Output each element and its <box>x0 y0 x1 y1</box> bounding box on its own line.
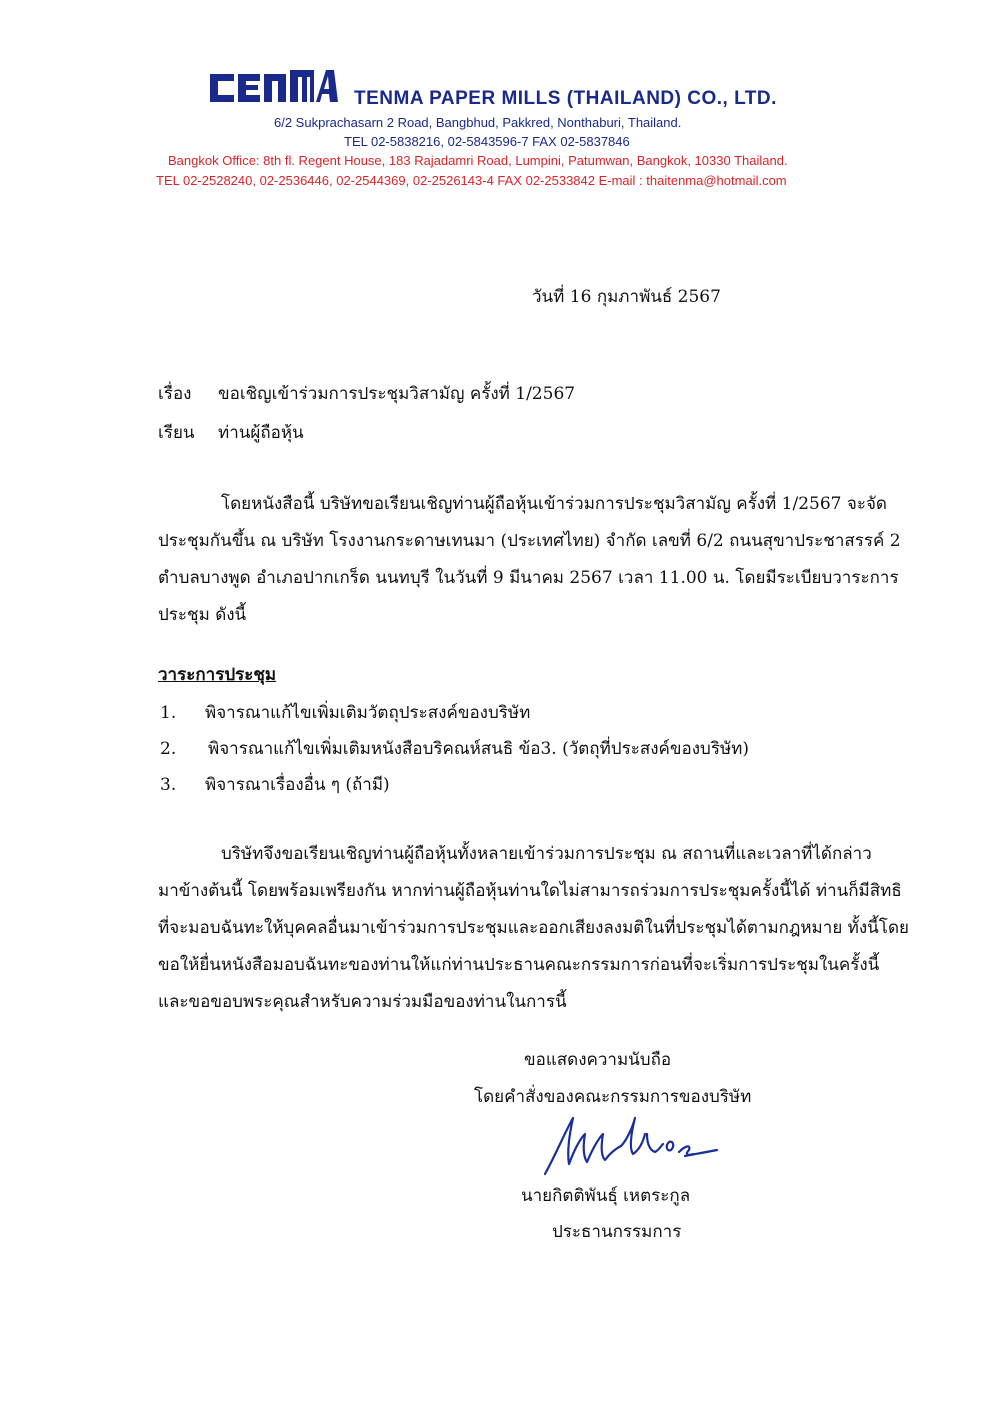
by-order-text: โดยคำสั่งของคณะกรรมการของบริษัท <box>474 1087 752 1107</box>
closing-line: และขอขอบพระคุณสำหรับความร่วมมือของท่านในการนี้ <box>158 992 567 1012</box>
factory-phone: TEL 02-5838216, 02-5843596-7 FAX 02-5837846 <box>344 134 630 149</box>
letter-date: วันที่ 16 กุมภาพันธ์ 2567 <box>532 287 721 307</box>
closing-line: ขอให้ยื่นหนังสือมอบฉันทะของท่านให้แก่ท่านประธานคณะกรรมการก่อนที่จะเริ่มการประชุมในครั้งนี้ <box>158 955 880 975</box>
agenda-item-text: พิจารณาแก้ไขเพิ่มเติมวัตถุประสงค์ของบริษัท <box>205 703 531 723</box>
closing-line: บริษัทจึงขอเรียนเชิญท่านผู้ถือหุ้นทั้งหลายเข้าร่วมการประชุม ณ สถานที่และเวลาที่ได้กล่าว <box>221 844 872 864</box>
agenda-item-text: พิจารณาแก้ไขเพิ่มเติมหนังสือบริคณห์สนธิ ข้อ3. (วัตถุที่ประสงค์ของบริษัท) <box>208 739 749 759</box>
agenda-item-number: 3. <box>160 775 177 795</box>
company-logo <box>210 70 338 106</box>
bangkok-office-contact: TEL 02-2528240, 02-2536446, 02-2544369, 02-2526143-4 FAX 02-2533842 E-mail : thaitenma@hotmail.com <box>156 173 787 188</box>
handwritten-signature <box>535 1112 725 1182</box>
agenda-item-number: 1. <box>160 703 177 723</box>
closing-line: ที่จะมอบฉันทะให้บุคคลอื่นมาเข้าร่วมการประชุมและออกเสียงลงมติในที่ประชุมได้ตามกฎหมาย ทั้งนี้โดย <box>158 918 909 938</box>
intro-line: ประชุม ดังนี้ <box>158 605 247 625</box>
recipient-label: เรียน <box>158 423 195 443</box>
agenda-item-text: พิจารณาเรื่องอื่น ๆ (ถ้ามี) <box>205 775 390 795</box>
recipient-text: ท่านผู้ถือหุ้น <box>218 423 304 443</box>
intro-line: ประชุมกันขึ้น ณ บริษัท โรงงานกระดาษเทนมา (ประเทศไทย) จำกัด เลขที่ 6/2 ถนนสุขาประชาสรรค์ 2 <box>158 531 901 551</box>
agenda-heading: วาระการประชุม <box>158 665 277 685</box>
signer-name: นายกิตติพันธุ์ เหตระกูล <box>521 1186 691 1206</box>
intro-line: ตำบลบางพูด อำเภอปากเกร็ด นนทบุรี ในวันที่ 9 มีนาคม 2567 เวลา 11.00 น. โดยมีระเบียบวาระการ <box>158 568 899 588</box>
signer-title: ประธานกรรมการ <box>552 1222 682 1242</box>
closing-line: มาข้างต้นนี้ โดยพร้อมเพรียงกัน หากท่านผู้ถือหุ้นท่านใดไม่สามารถร่วมการประชุมครั้งนี้ได้ ท่านก็มีสิทธิ <box>158 881 902 901</box>
bangkok-office-address: Bangkok Office: 8th fl. Regent House, 183 Rajadamri Road, Lumpini, Patumwan, Bangkok, 10330 Thailand. <box>168 153 788 168</box>
factory-address: 6/2 Sukprachasarn 2 Road, Bangbhud, Pakkred, Nonthaburi, Thailand. <box>274 115 682 130</box>
company-name: TENMA PAPER MILLS (THAILAND) CO., LTD. <box>354 88 777 109</box>
agenda-item-number: 2. <box>160 739 177 759</box>
subject-text: ขอเชิญเข้าร่วมการประชุมวิสามัญ ครั้งที่ 1/2567 <box>218 384 576 404</box>
subject-label: เรื่อง <box>158 384 192 404</box>
intro-line: โดยหนังสือนี้ บริษัทขอเรียนเชิญท่านผู้ถือหุ้นเข้าร่วมการประชุมวิสามัญ ครั้งที่ 1/2567 จะจัด <box>221 494 887 514</box>
regards-text: ขอแสดงความนับถือ <box>524 1050 672 1070</box>
